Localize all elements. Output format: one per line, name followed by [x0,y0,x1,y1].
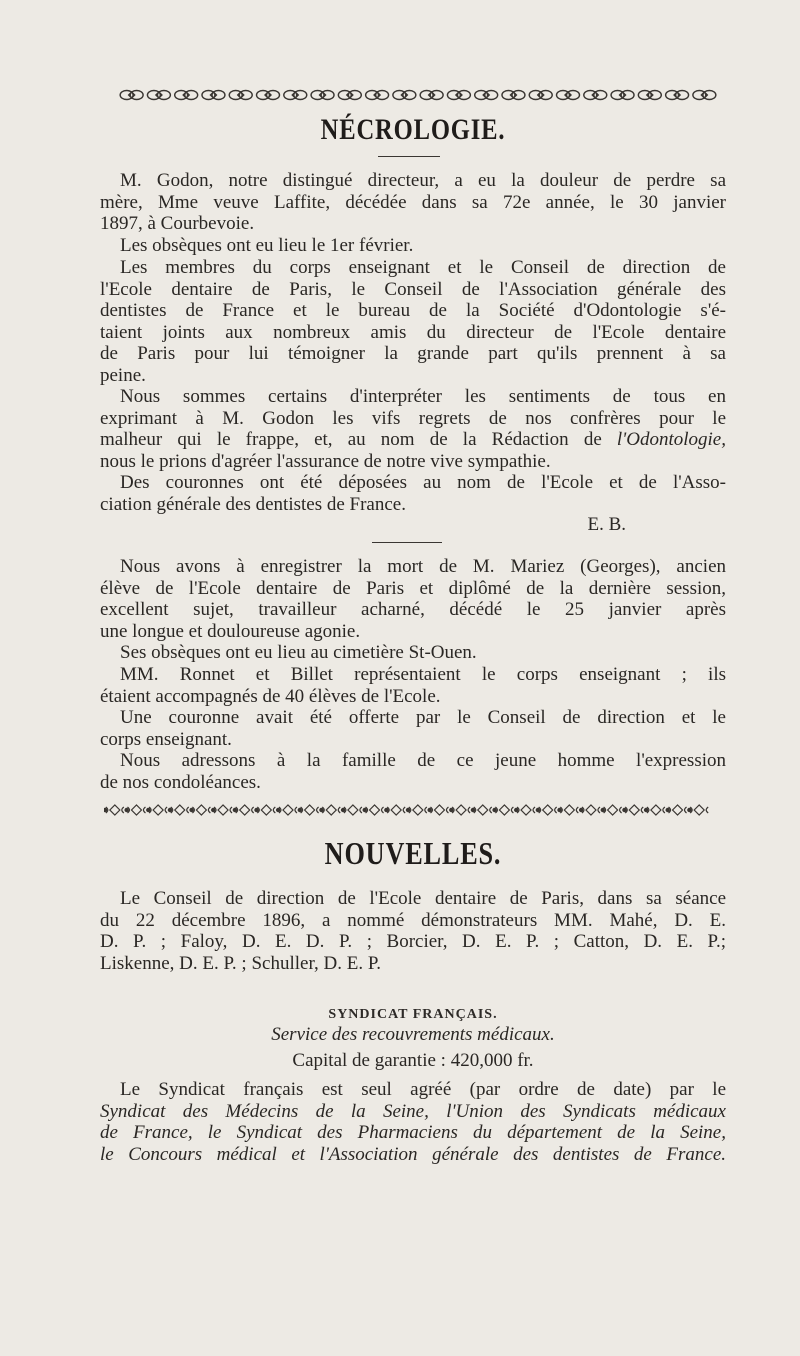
text-line: peine. [100,364,146,386]
text-line: exprimant à M. Godon les vifs regrets de nos confrères pour le [100,407,726,429]
ornament-knot [557,91,580,100]
ornament-link [341,805,361,815]
ornament-knot [420,91,443,100]
text-line: Ses obsèques ont eu lieu au cimetière St-Ouen. [120,642,477,663]
necrologie-para-5 [100,472,726,515]
text-line: ciation générale des dentistes de France. [100,493,406,515]
text-line: Des couronnes ont été déposées au nom de l'Ecole et de l'Asso- [120,472,726,493]
ornament-link [363,805,383,815]
ornament-link [168,805,188,815]
ornament-link [666,805,686,815]
ornament-link [125,805,145,815]
text-line: Une couronne avait été offerte par le Conseil de direction et le [120,707,726,728]
text-line: l'Ecole dentaire de Paris, le Conseil de l'Association générale des [100,278,726,300]
ornament-link [493,805,513,815]
text-line: de Paris pour lui témoigner la grande part qu'ils prennent à sa [100,343,726,364]
text-line: MM. Ronnet et Billet représentaient le corps enseignant ; ils [120,664,726,685]
text-line: corps enseignant. [100,728,232,750]
necrologie-para-3 [100,257,726,386]
text-line: élève de l'Ecole dentaire de Paris et diplômé de la dernière session, [100,577,726,599]
ornament-link [212,805,232,815]
text-line: Nous adressons à la famille de ce jeune homme l'expression [120,750,726,771]
top-ornament-svg [118,84,718,106]
text-line: Le Syndicat français est seul agréé (par ordre de date) par le [120,1079,726,1100]
ornament-knot [611,91,634,100]
ornament-knot [229,91,252,100]
ornament-link [255,805,275,815]
nouvelles-title: NOUVELLES. [324,835,502,871]
ornament-link [385,805,405,815]
ornament-link [580,805,600,815]
syndicat-subtitle-text: Service des recouvrements médicaux. [271,1024,555,1045]
ornament-link [277,805,297,815]
text-line: Liskenne, D. E. P. ; Schuller, D. E. P. [100,952,382,974]
syndicat-title-text: SYNDICAT FRANÇAIS. [328,1007,498,1022]
text-line: Syndicat des Médecins de la Seine, l'Union des Syndicats médicaux [100,1100,726,1122]
ornament-knot [584,91,607,100]
text-line: malheur qui le frappe, et, au nom de la Rédaction de [100,429,617,450]
text-line: mère, Mme veuve Laffite, décédée dans sa 72e année, le 30 janvier [100,191,726,213]
ornament-link [471,805,491,815]
middle-ornament-svg [104,800,710,820]
ornament-knot [693,91,716,100]
syndicat-subtitle [100,1024,726,1046]
necrologie-para-6 [100,556,726,642]
ornament-link [515,805,535,815]
ornament-link [428,805,448,815]
ornament-knot [257,91,280,100]
ornament-knot [529,91,552,100]
ornament-knot [284,91,307,100]
ornament-link [558,805,578,815]
necrologie-title: NÉCROLOGIE. [320,113,506,146]
text-line: Les obsèques ont eu lieu le 1er février. [120,235,414,256]
necrologie-para-9 [100,707,726,750]
text-line: du 22 décembre 1896, a nommé démonstrateurs MM. Mahé, D. E. [100,909,726,931]
text-line: excellent sujet, travailleur acharné, décédé le 25 janvier après [100,599,726,620]
ornament-knot [175,91,198,100]
capital [100,1050,726,1072]
text-line: dentistes de France et le bureau de la Société d'Odontologie s'é- [100,300,726,321]
text-line: Nous sommes certains d'interpréter les sentiments de tous en [120,386,726,407]
ornament-knot [338,91,361,100]
syndicat-para [100,1079,726,1165]
ornament-link [644,805,664,815]
ornament-link [298,805,318,815]
ornament-link [450,805,470,815]
syndicat-title [100,1003,726,1023]
necrologie-para-1 [100,170,726,235]
ornament-link [104,805,124,815]
text-line: Le Conseil de direction de l'Ecole dentaire de Paris, dans sa séance [120,888,726,909]
text-line: de nos condoléances. [100,771,261,793]
ornament-link [536,805,556,815]
ornament-link [688,805,708,815]
capital-text: Capital de garantie : 420,000 fr. [292,1050,534,1071]
necrologie-para-10 [100,750,726,793]
ornament-knot [366,91,389,100]
necrologie-para-4 [100,386,726,472]
ornament-link [406,805,426,815]
ornament-knot [393,91,416,100]
text-line: 1897, à Courbevoie. [100,213,255,234]
necrologie-para-7 [100,642,726,664]
ornament-link [190,805,210,815]
text-line: le Concours médical et l'Association générale des dentistes de France. [100,1143,726,1165]
top-ornament [118,84,718,106]
ornament-knot [311,91,334,100]
text-line: Nous avons à enregistrer la mort de M. Mariez (Georges), ancien [120,556,726,577]
ornament-knot [202,91,225,100]
text-line: nous le prions d'agréer l'assurance de notre vive sympathie. [100,450,551,472]
ornament-knot [666,91,689,100]
ornament-link [320,805,340,815]
signature-text: E. B. [587,514,626,535]
journal-name: l'Odontologie, [616,429,726,450]
nouvelles-para-1 [100,888,726,974]
ornament-knot [147,91,170,100]
middle-ornament [104,800,710,820]
ornament-link [623,805,643,815]
ornament-knot [447,91,470,100]
ornament-link [147,805,167,815]
text-line: une longue et douloureuse agonie. [100,620,361,642]
text-line: taient joints aux nombreux amis du directeur de l'Ecole dentaire [100,321,726,343]
section-divider-rule [372,542,442,543]
ornament-knot [120,91,143,100]
text-line: étaient accompagnés de 40 élèves de l'Ecole. [100,685,441,707]
text-line: M. Godon, notre distingué directeur, a eu la douleur de perdre sa [120,170,726,191]
text-line: D. P. ; Faloy, D. E. D. P. ; Borcier, D. E. P. ; Catton, D. E. P.; [100,931,726,952]
necrologie-title-rule [378,156,440,157]
ornament-link [601,805,621,815]
ornament-knot [638,91,661,100]
text-line: Les membres du corps enseignant et le Conseil de direction de [120,257,726,278]
ornament-link [233,805,253,815]
ornament-knot [475,91,498,100]
ornament-knot [502,91,525,100]
necrologie-signature [100,514,726,536]
necrologie-para-8 [100,664,726,707]
text-line: de France, le Syndicat des Pharmaciens du département de la Seine, [100,1122,726,1143]
necrologie-para-2 [100,235,726,257]
